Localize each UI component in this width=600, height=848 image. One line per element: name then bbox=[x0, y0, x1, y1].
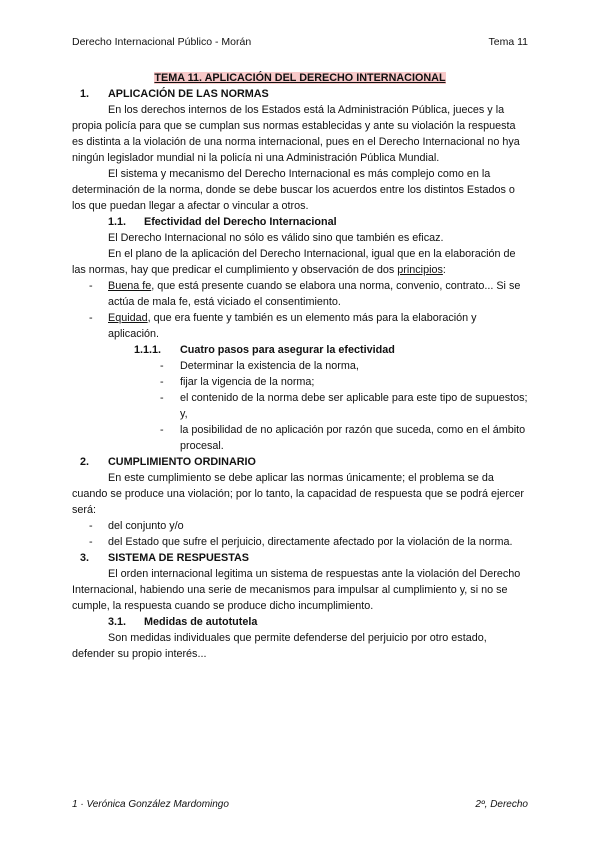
list-item: - del conjunto y/o bbox=[72, 518, 528, 534]
document-title: TEMA 11. APLICACIÓN DEL DERECHO INTERNACIONAL bbox=[154, 72, 446, 84]
document-body bbox=[72, 70, 528, 662]
principles-list bbox=[72, 278, 528, 342]
list-item: - el contenido de la norma debe ser aplicable para este tipo de supuestos; y, bbox=[72, 390, 528, 422]
section-1-paragraph-2: El sistema y mecanismo del Derecho Internacional es más complejo como en la determinación de la norma, donde se debe buscar los acuerdos entre los distintos Estados o los que puedan llegar a afectar o vincular a otros. bbox=[72, 168, 515, 212]
principios-term: principios bbox=[397, 264, 443, 276]
section-2-heading: 2. CUMPLIMIENTO ORDINARIO bbox=[80, 456, 256, 468]
section-2-paragraph-1: En este cumplimiento se debe aplicar las normas únicamente; el problema se da cuando se produce una violación; por lo tanto, la capacidad de respuesta que se podrá ejercer será: bbox=[72, 472, 524, 516]
list-item: - fijar la vigencia de la norma; bbox=[72, 374, 528, 390]
list-item: - del Estado que sufre el perjuicio, directamente afectado por la violación de la norma. bbox=[72, 534, 528, 550]
section-1-1-heading: 1.1. Efectividad del Derecho Internacional bbox=[108, 216, 337, 228]
section-1-paragraph-1: En los derechos internos de los Estados está la Administración Pública, jueces y la propia policía para que se cumplan sus normas establecidas y ante su violación la respuesta es distinta a la violación de una norma internacional, pues en el Derecho Internacional no hya ningún legislador mundial ni la policía ni una Administración Pública Mundial. bbox=[72, 104, 520, 164]
section-1-1-1-heading: 1.1.1. Cuatro pasos para asegurar la efectividad bbox=[134, 344, 395, 356]
header-topic-number: Tema 11 bbox=[488, 36, 528, 48]
header-course-title: Derecho Internacional Público - Morán bbox=[72, 36, 252, 48]
section-1-1-paragraph-1: El Derecho Internacional no sólo es válido sino que también es eficaz. bbox=[108, 232, 444, 244]
list-item: - la posibilidad de no aplicación por razón que suceda, como en el ámbito procesal. bbox=[72, 422, 528, 454]
section-3-paragraph-1: El orden internacional legitima un sistema de respuestas ante la violación del Derecho Internacional, habiendo una serie de mecanismos para impulsar al cumplimiento y, si no se cumple, la respuesta cuando se produce dicho incumplimiento. bbox=[72, 568, 521, 612]
steps-list bbox=[72, 358, 528, 454]
section-3-heading: 3. SISTEMA DE RESPUESTAS bbox=[80, 552, 249, 564]
list-item-equidad: - Equidad, que era fuente y también es un elemento más para la elaboración y aplicación. bbox=[72, 310, 528, 342]
section-1-heading: 1. APLICACIÓN DE LAS NORMAS bbox=[80, 88, 269, 100]
response-list bbox=[72, 518, 528, 550]
list-item-buena-fe: - Buena fe, que está presente cuando se elabora una norma, convenio, contrato... Si se actúa de mala fe, está viciado el consentimiento. bbox=[72, 278, 528, 310]
footer-course: 2º, Derecho bbox=[475, 799, 528, 810]
section-3-1-paragraph-1: Son medidas individuales que permite defenderse del perjuicio por otro estado, defender su propio interés... bbox=[72, 632, 487, 660]
list-item: - Determinar la existencia de la norma, bbox=[72, 358, 528, 374]
section-1-1-paragraph-2: En el plano de la aplicación del Derecho Internacional, igual que en la elaboración de las normas, hay que predicar el cumplimiento y observación de dos principios: bbox=[72, 248, 516, 276]
section-3-1-heading: 3.1. Medidas de autotutela bbox=[108, 616, 258, 628]
footer-author: 1 · Verónica González Mardomingo bbox=[72, 799, 229, 810]
